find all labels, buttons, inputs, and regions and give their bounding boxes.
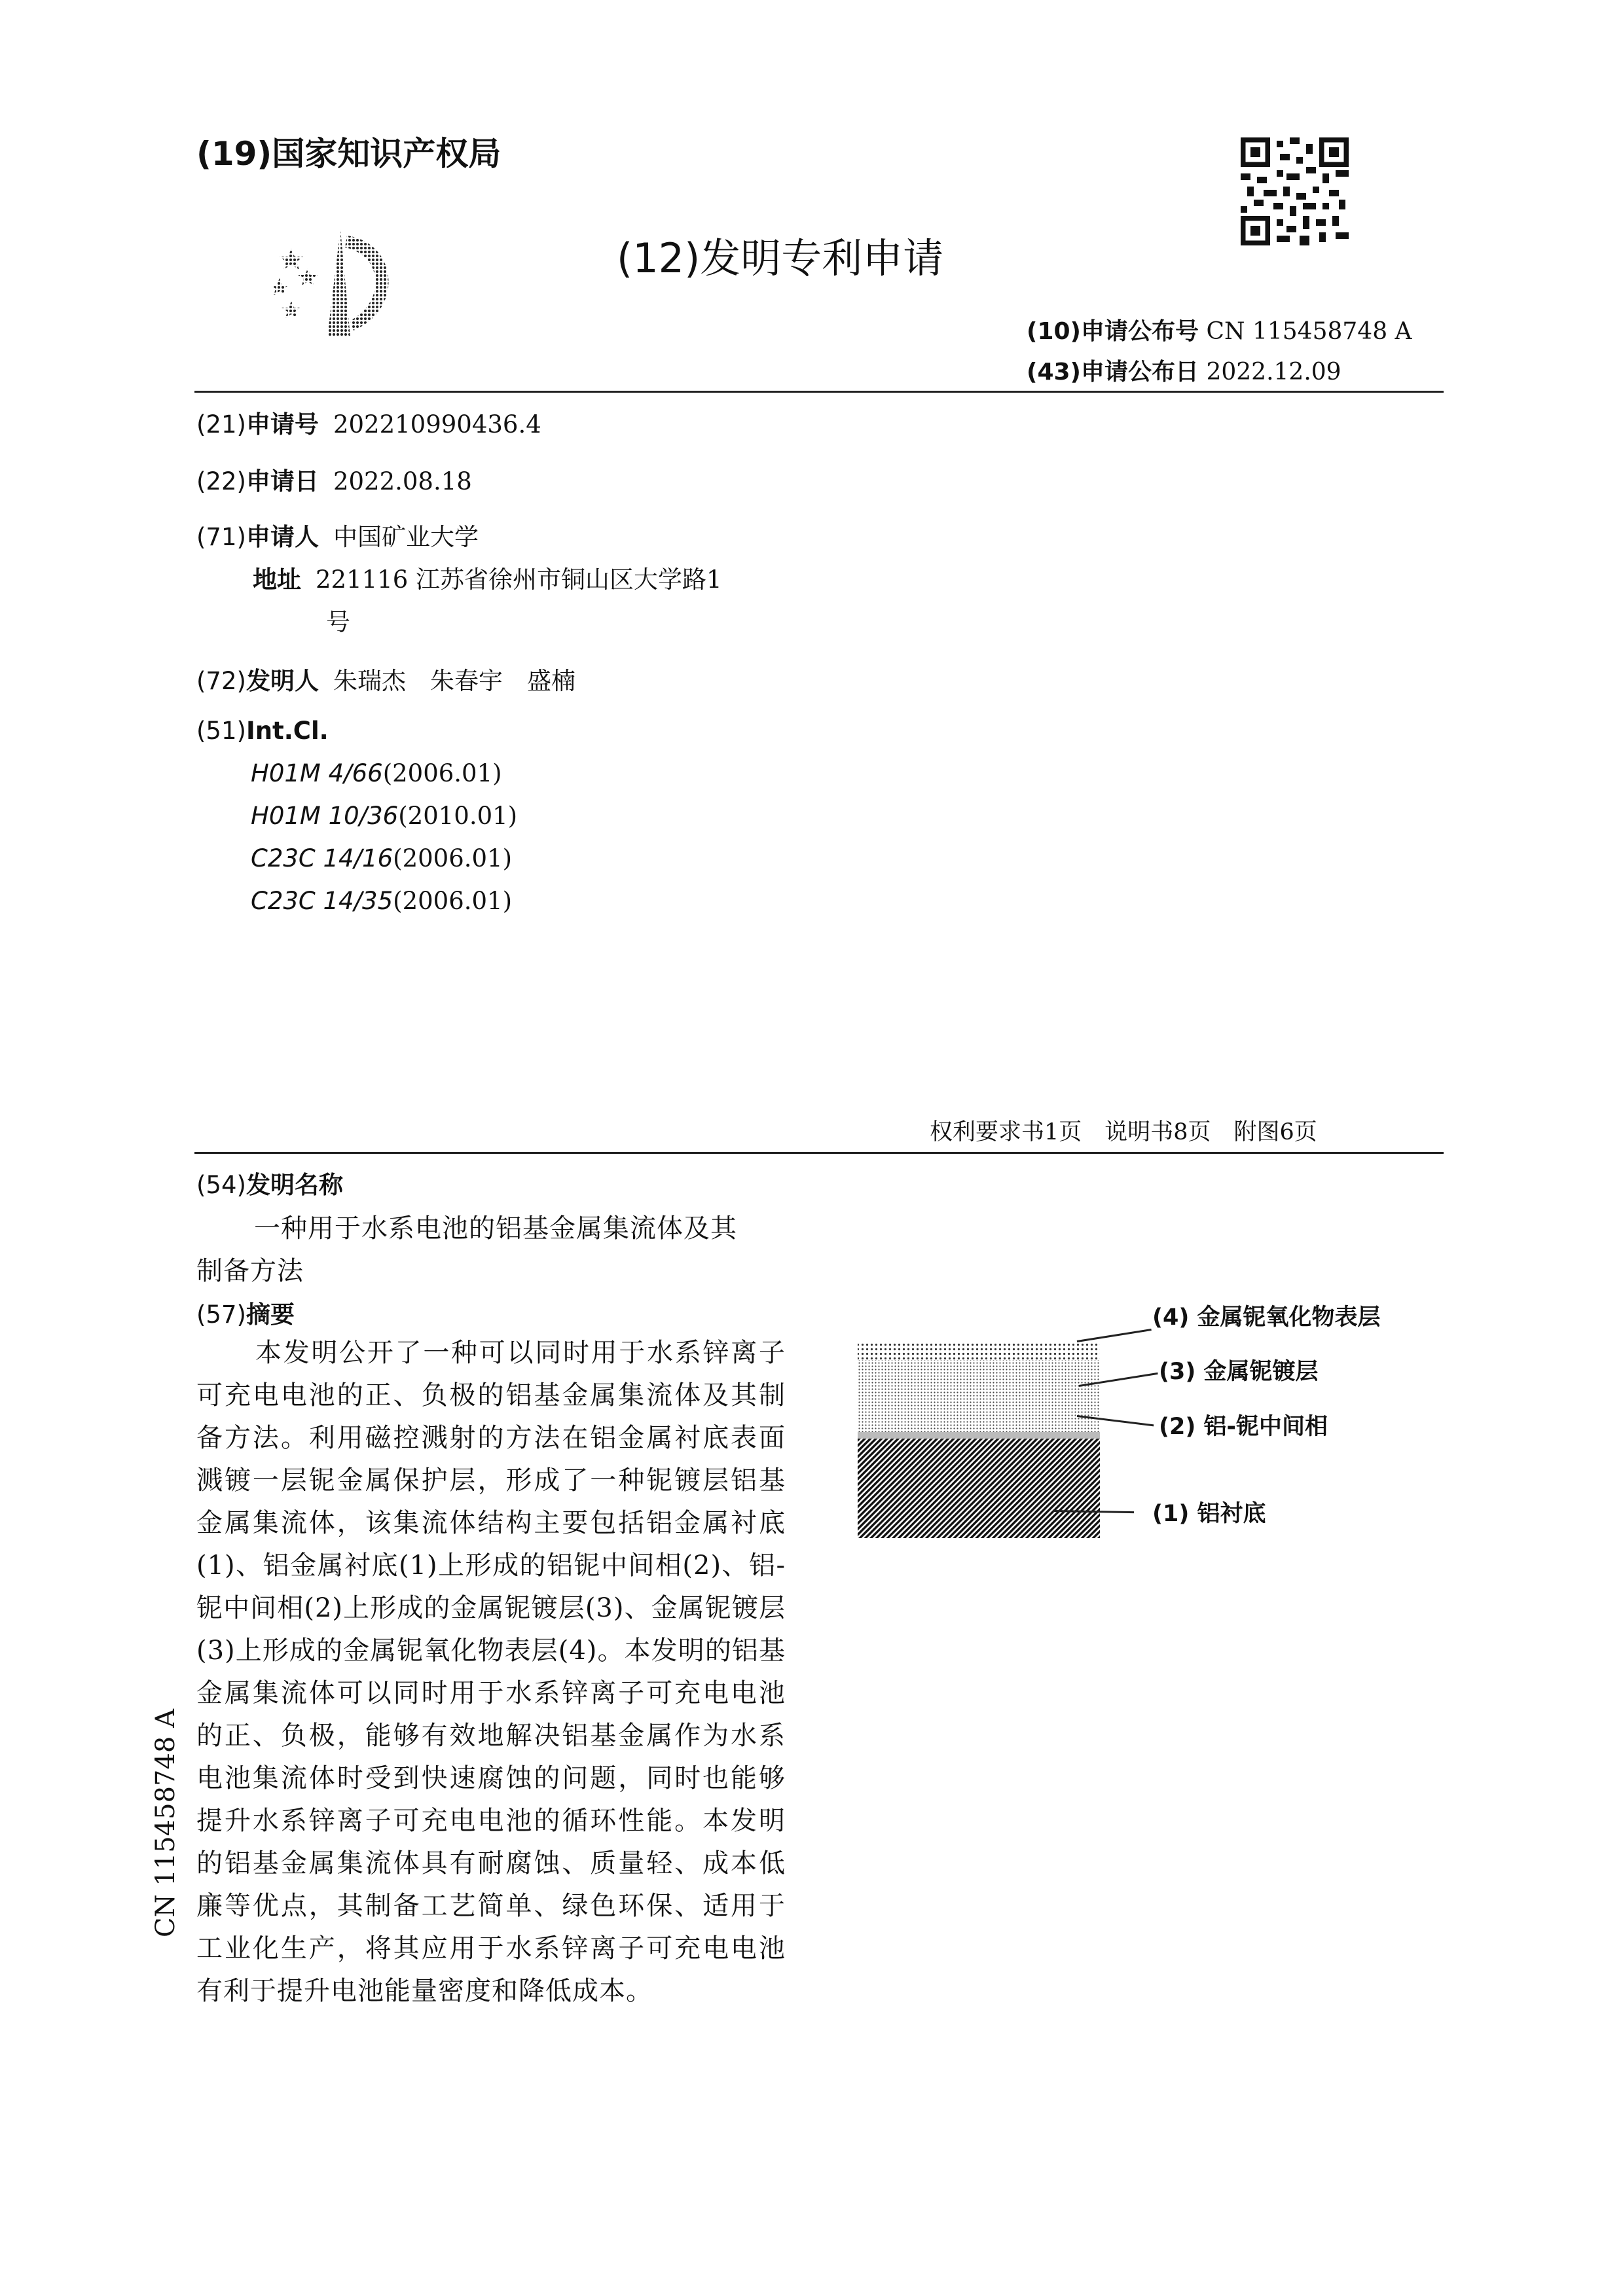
field-code: (54) <box>196 1171 246 1199</box>
abstract-heading <box>196 1295 295 1330</box>
applicant-field <box>196 517 479 552</box>
address-field <box>253 560 722 595</box>
ipc-version: (2006.01) <box>393 844 513 872</box>
field-value: 朱瑞杰 朱春宇 盛楠 <box>333 667 575 695</box>
niobium-coating-layer <box>858 1360 1100 1432</box>
ipc-class-1 <box>251 759 502 787</box>
document-type: (12)发明专利申请 <box>617 234 944 282</box>
field-label: 申请人 <box>246 523 319 551</box>
field-value: 中国矿业大学 <box>333 523 479 551</box>
abstract-text: 本发明公开了一种可以同时用于水系锌离子可充电电池的正、负极的铝基金属集流体及其制备方法。利用磁控溅射的方法在铝金属衬底表面溅镀一层铌金属保护层，形成了一种铌镀层铝基金属集流体，该集流体结构主要包括铝金属衬底(1)、铝金属衬底(1)上形成的铝铌中间相(2)、铝-铌中间相(2)上形成的金属铌镀层(3)、金属铌镀层(3)上形成的金属铌氧化物表层(4)。本发明的铝基金属集流体可以同时用于水系锌离子可充电电池的正、负极，能够有效地解决铝基金属作为水系电池集流体时受到快速腐蚀的问题，同时也能够提升水系锌离子可充电电池的循环性能。本发明的铝基金属集流体具有耐腐蚀、质量轻、成本低廉等优点，其制备工艺简单、绿色环保、适用于工业化生产，将其应用于水系锌离子可充电电池有利于提升电池能量密度和降低成本。 <box>196 1338 786 2006</box>
oxide-surface-layer <box>858 1342 1100 1360</box>
figure-label-4: (4) 金属铌氧化物表层 <box>1152 1304 1381 1331</box>
inventors-field <box>196 661 575 696</box>
ipc-class-4 <box>251 887 512 915</box>
figure-label-3: (3) 金属铌镀层 <box>1159 1359 1319 1385</box>
field-label: 发明名称 <box>246 1171 343 1199</box>
field-label: 申请号 <box>246 410 319 439</box>
field-code: (22) <box>196 467 246 495</box>
field-code: (21) <box>196 410 246 439</box>
ipc-code: C23C 14/16 <box>251 844 393 872</box>
page-counts: 权利要求书1页 说明书8页 附图6页 <box>930 1119 1317 1145</box>
ipc-version: (2006.01) <box>393 887 513 915</box>
field-code: (72) <box>196 667 246 695</box>
office-name: (19)国家知识产权局 <box>196 135 501 173</box>
ipc-class-3 <box>251 844 512 872</box>
ipc-version: (2010.01) <box>398 802 518 830</box>
application-number-field <box>196 404 541 440</box>
address-line1: 221116 江苏省徐州市铜山区大学路1 <box>316 565 722 594</box>
invention-title-line2: 制备方法 <box>196 1256 304 1286</box>
field-code: (57) <box>196 1300 246 1329</box>
publication-date-value: 2022.12.09 <box>1206 359 1341 386</box>
invention-title-heading <box>196 1165 343 1200</box>
invention-title-line1: 一种用于水系电池的铝基金属集流体及其 <box>254 1213 737 1244</box>
address-line2: 号 <box>326 608 350 636</box>
publication-date-row <box>1027 353 1341 387</box>
application-date-field <box>196 461 472 497</box>
field-value: 2022.08.18 <box>333 467 472 495</box>
int-cl-field <box>196 717 329 745</box>
figure-label-2: (2) 铝-铌中间相 <box>1159 1414 1328 1440</box>
ipc-class-2 <box>251 802 517 830</box>
field-label: 发明人 <box>246 667 319 695</box>
publication-number-value: CN 115458748 A <box>1206 318 1412 345</box>
ipc-code: H01M 10/36 <box>251 802 399 830</box>
ipc-code: C23C 14/35 <box>251 887 393 915</box>
ipc-code: H01M 4/66 <box>251 759 383 787</box>
publication-date-label: (43)申请公布日 <box>1027 359 1199 386</box>
field-label: 申请日 <box>246 467 319 495</box>
field-label: Int.Cl. <box>246 717 329 745</box>
field-code: (51) <box>196 717 246 745</box>
layer-structure-figure <box>851 1329 1100 1538</box>
publication-number-row <box>1027 313 1412 346</box>
cnipa-logo-icon <box>265 223 422 344</box>
field-label: 摘要 <box>246 1300 295 1329</box>
field-code: (71) <box>196 523 246 551</box>
publication-number-label: (10)申请公布号 <box>1027 318 1199 345</box>
al-nb-interphase-layer <box>858 1432 1100 1439</box>
field-value: 202210990436.4 <box>333 410 541 439</box>
figure-label-1: (1) 铝衬底 <box>1152 1501 1266 1527</box>
section-divider <box>194 1152 1444 1154</box>
aluminum-substrate-layer <box>858 1439 1100 1538</box>
qr-code-icon <box>1241 137 1349 245</box>
ipc-version: (2006.01) <box>382 759 502 787</box>
side-publication-number: CN 115458748 A <box>151 1709 181 1937</box>
field-label: 地址 <box>253 565 301 594</box>
header-divider <box>194 391 1444 393</box>
